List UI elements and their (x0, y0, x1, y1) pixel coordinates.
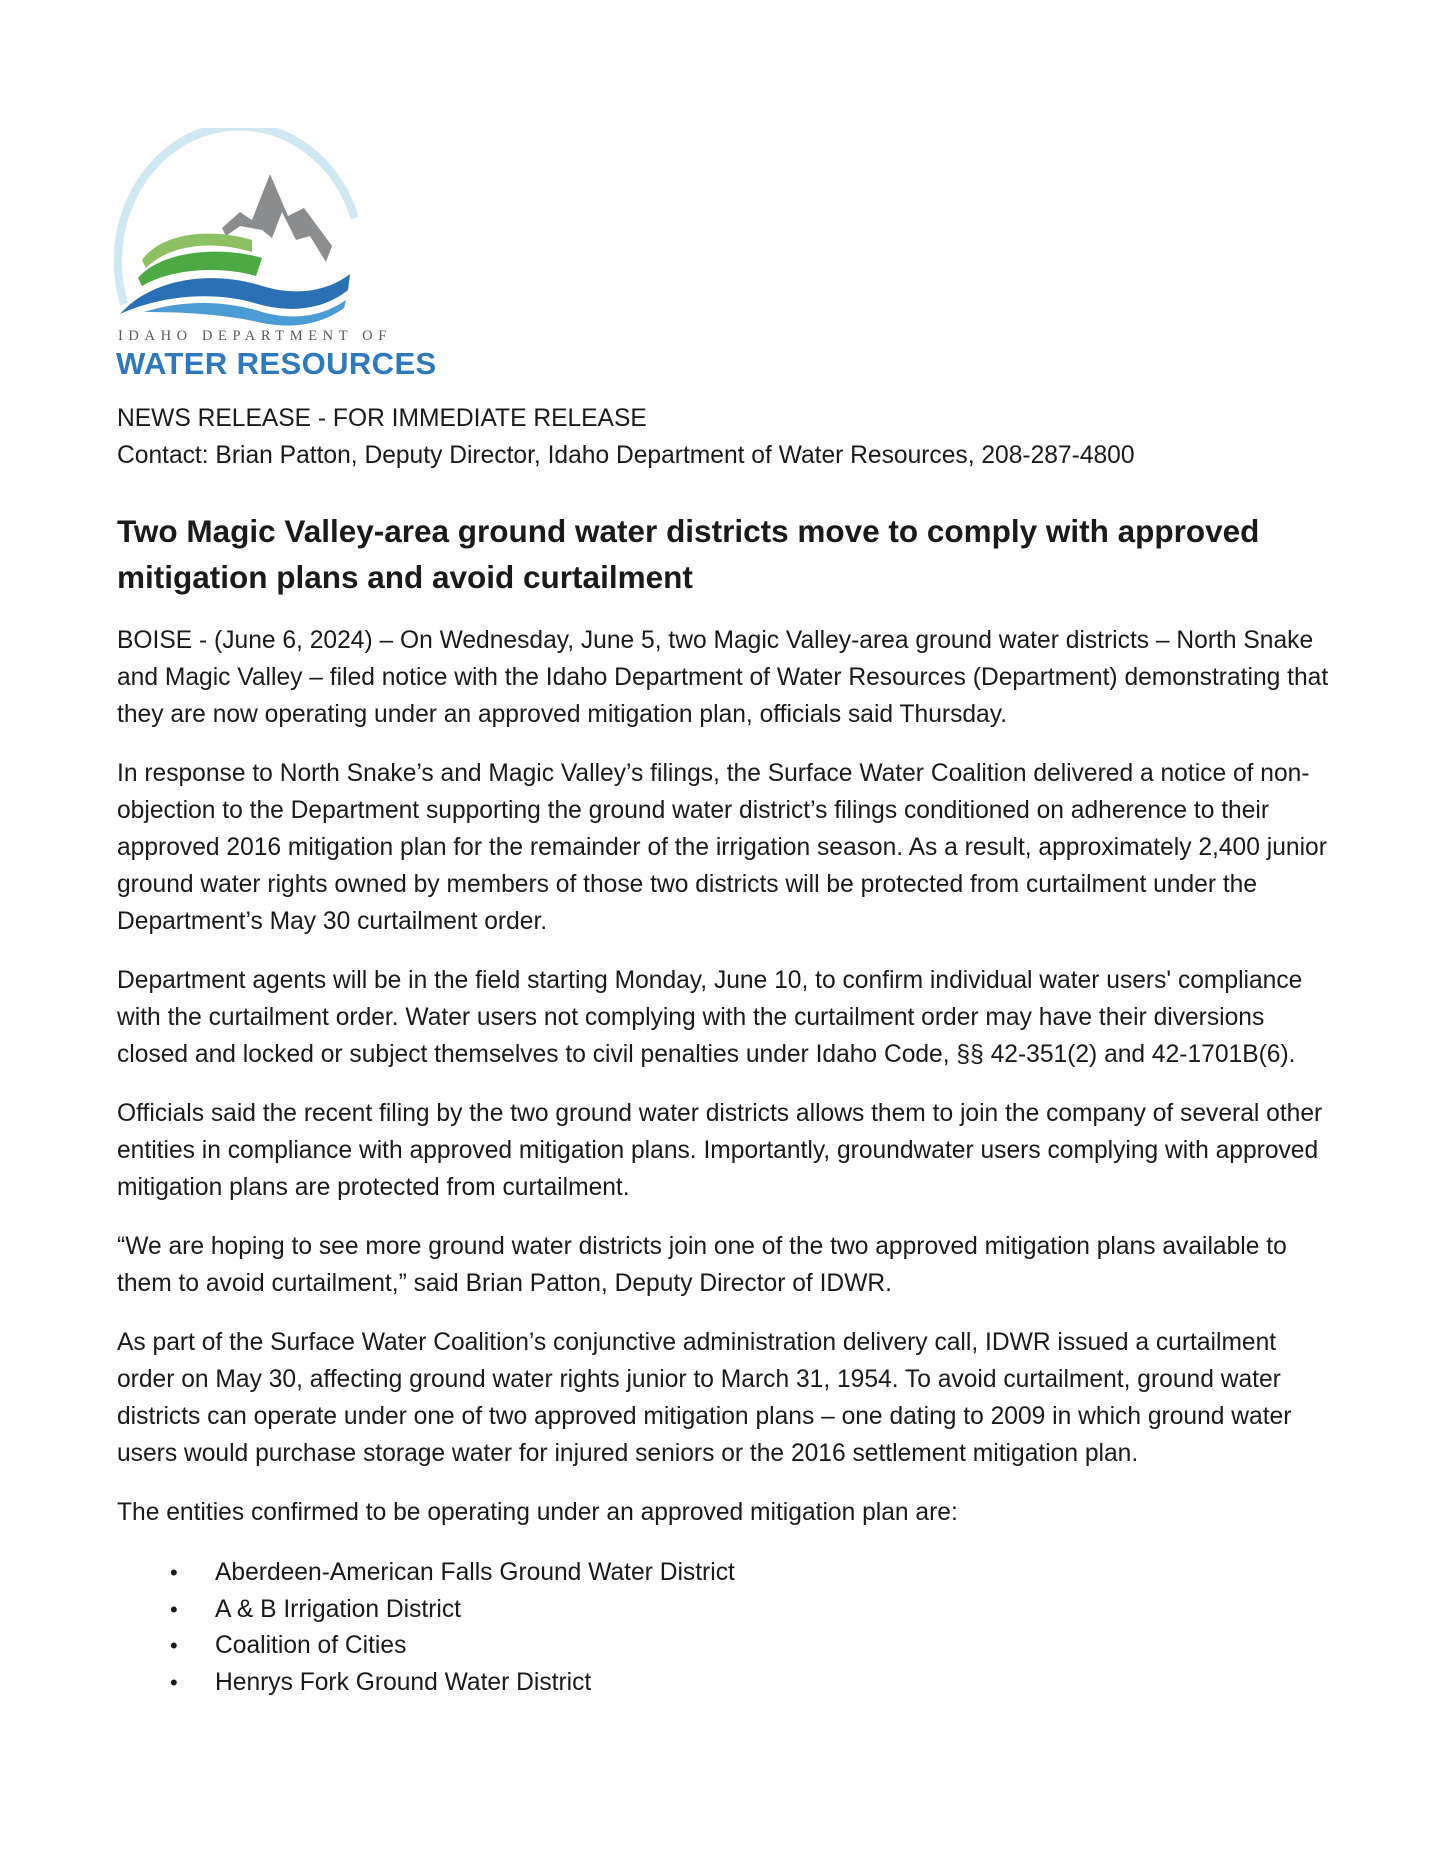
list-item (117, 1592, 1332, 1629)
list-item-label: A & B Irrigation District (215, 1595, 462, 1623)
list-item (117, 1628, 1332, 1665)
list-item-label: Coalition of Cities (215, 1632, 407, 1659)
contact-line: Contact: Brian Patton, Deputy Director, Idaho Department of Water Resources, 208-287-4800 (117, 442, 1135, 469)
logo-subtitle: IDAHO DEPARTMENT OF (118, 328, 392, 344)
bullet-icon: • (170, 1596, 178, 1622)
mountain-shape (222, 174, 332, 262)
headline: Two Magic Valley-area ground water districts move to comply with approved mitigation plans and avoid curtailment (117, 513, 1260, 595)
idwr-logo-graphic (112, 128, 372, 328)
paragraph: Department agents will be in the field starting Monday, June 10, to confirm individual water users' compliance with the curtailment order. Water users not complying with the curtailment order may have their diversions closed and locked or subject themselves to civil penalties under Idaho Code, §§ 42-351(2) and 42-1701B(6). (117, 967, 1303, 1068)
list-item-label: Henrys Fork Ground Water District (215, 1668, 592, 1696)
bullet-icon: • (170, 1669, 178, 1695)
paragraph: Officials said the recent filing by the two ground water districts allows them to join the company of several other entities in compliance with approved mitigation plans. Importantly, groundwater users complying with approved mitigation plans are protected from curtailment. (117, 1100, 1323, 1201)
entities-list (117, 1555, 1332, 1701)
news-release-body (117, 400, 1332, 1701)
paragraph: BOISE - (June 6, 2024) – On Wednesday, June 5, two Magic Valley-area ground water districts – North Snake and Magic Valley – filed notice with the Idaho Department of Water Resources (Department) demonstrating that they are now operating under an approved mitigation plan, officials said Thursday. (117, 627, 1329, 728)
list-item-label: Aberdeen-American Falls Ground Water District (215, 1559, 735, 1586)
logo-title: WATER RESOURCES (116, 346, 437, 381)
paragraph: In response to North Snake’s and Magic Valley’s filings, the Surface Water Coalition delivered a notice of non-objection to the Department supporting the ground water district’s filings conditioned on adherence to their approved 2016 mitigation plan for the remainder of the irrigation season. As a result, approximately 2,400 junior ground water rights owned by members of those two districts will be protected from curtailment under the Department’s May 30 curtailment order. (117, 760, 1327, 935)
idwr-logo (112, 128, 437, 388)
release-type: NEWS RELEASE - FOR IMMEDIATE RELEASE (117, 405, 647, 432)
bullet-icon: • (170, 1560, 178, 1585)
quote-paragraph: “We are hoping to see more ground water districts join one of the two approved mitigation plans available to them to avoid curtailment,” said Brian Patton, Deputy Director of IDWR. (117, 1233, 1287, 1297)
entities-intro: The entities confirmed to be operating under an approved mitigation plan are: (117, 1499, 958, 1526)
paragraph: As part of the Surface Water Coalition’s conjunctive administration delivery call, IDWR issued a curtailment order on May 30, affecting ground water rights junior to March 31, 1954. To avoid curtailment, ground water districts can operate under one of two approved mitigation plans – one dating to 2009 in which ground water users would purchase storage water for injured seniors or the 2016 settlement mitigation plan. (117, 1329, 1292, 1467)
bullet-icon: • (170, 1633, 178, 1658)
list-item (117, 1665, 1332, 1702)
list-item (117, 1555, 1332, 1592)
